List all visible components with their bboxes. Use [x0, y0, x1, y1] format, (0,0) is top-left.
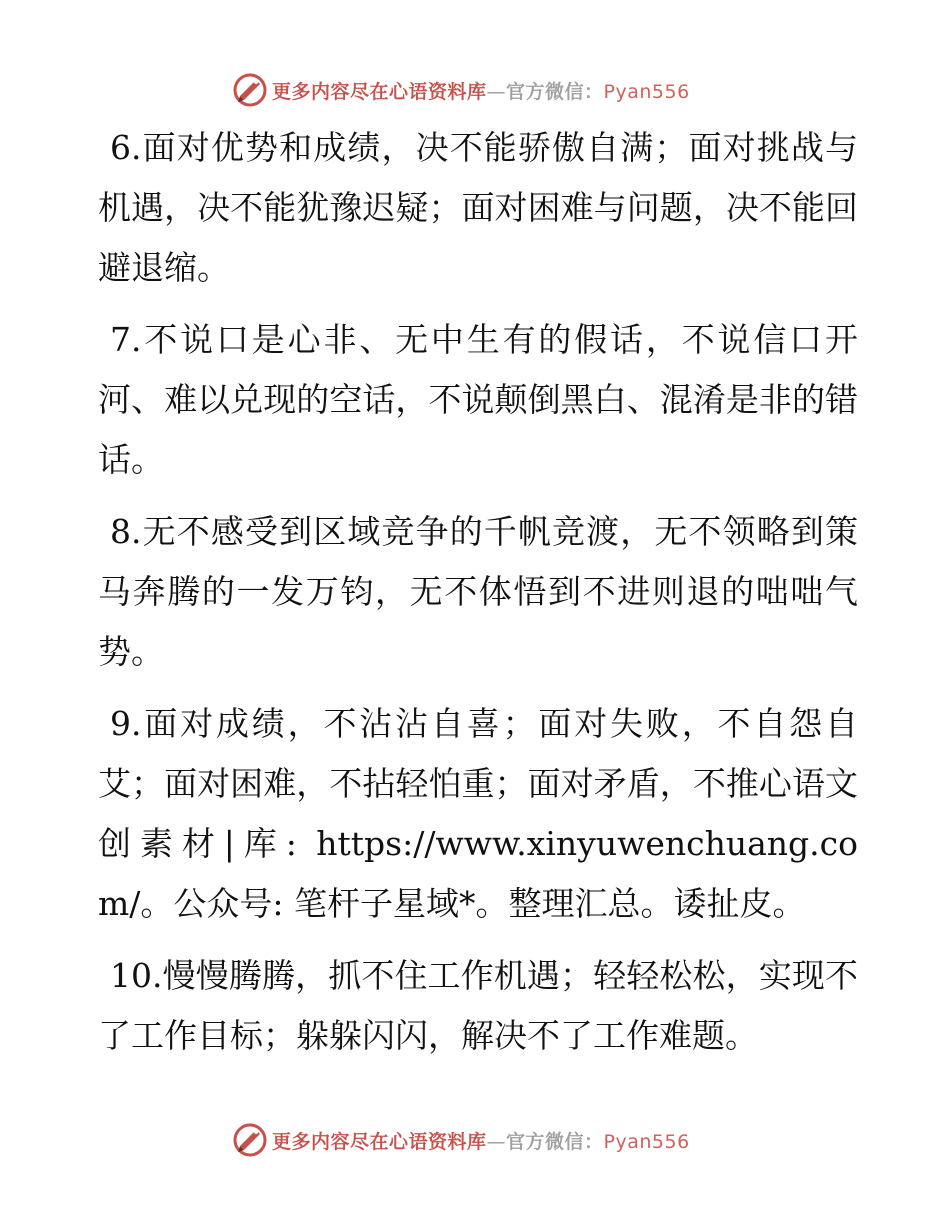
- banner-separator: —: [486, 80, 507, 103]
- item-number: 7.: [110, 320, 142, 359]
- item-text: 无不感受到区域竞争的千帆竞渡，无不领略到策马奔腾的一发万钧，无不体悟到不进则退的咄咄气势。: [98, 512, 858, 671]
- banner-wechat-label: 官方微信：: [506, 1130, 604, 1153]
- item-text: 面对成绩，不沾沾自喜；面对失败，不自怨自艾；面对困难，不拈轻怕重；面对矛盾，不推心语文创素材|库: https://www.xinyuwenchuang.com/。公众号: 笔杆子星域*。整理汇总。诿扯皮。: [98, 704, 858, 923]
- pen-logo-icon: [232, 1122, 268, 1158]
- banner-wechat-id: Pyan556: [603, 1130, 690, 1153]
- banner-text: [272, 77, 690, 104]
- list-item: [98, 694, 858, 934]
- list-item: [98, 310, 858, 490]
- item-text: 不说口是心非、无中生有的假话，不说信口开河、难以兑现的空话，不说颠倒黑白、混淆是非的错话。: [98, 320, 858, 479]
- banner-wechat-label: 官方微信：: [506, 80, 604, 103]
- list-item: [98, 118, 858, 298]
- list-item: [98, 946, 858, 1066]
- banner-title: 更多内容尽在心语资料库: [272, 80, 487, 103]
- banner-text: [272, 1127, 690, 1154]
- header-banner: [232, 70, 712, 110]
- pen-logo-icon: [232, 72, 268, 108]
- banner-title: 更多内容尽在心语资料库: [272, 1130, 487, 1153]
- item-text: 面对优势和成绩，决不能骄傲自满；面对挑战与机遇，决不能犹豫迟疑；面对困难与问题，决不能回避退缩。: [98, 128, 858, 287]
- item-number: 6.: [110, 128, 142, 167]
- banner-wechat-id: Pyan556: [603, 80, 690, 103]
- item-number: 9.: [110, 704, 142, 743]
- banner-separator: —: [486, 1130, 507, 1153]
- footer-banner: [232, 1120, 712, 1160]
- item-number: 10.: [110, 956, 163, 995]
- list-item: [98, 502, 858, 682]
- item-text: 慢慢腾腾，抓不住工作机遇；轻轻松松，实现不了工作目标；躲躲闪闪，解决不了工作难题。: [98, 956, 858, 1055]
- document-body: [98, 118, 858, 1078]
- item-number: 8.: [110, 512, 142, 551]
